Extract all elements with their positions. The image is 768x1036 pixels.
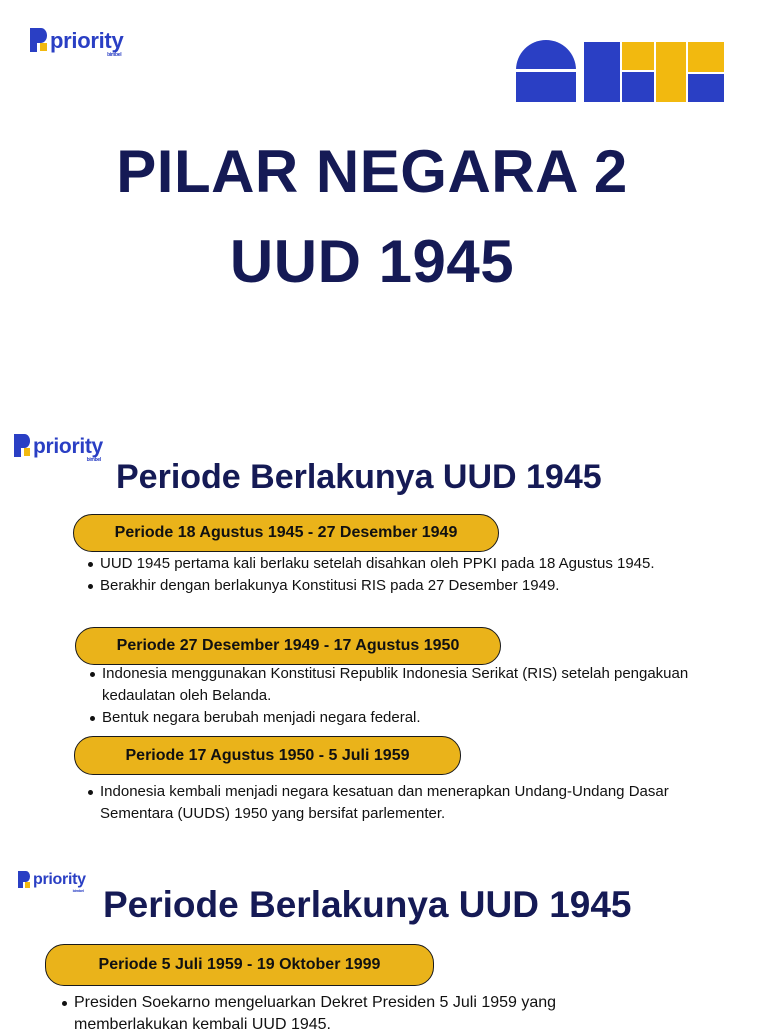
- list-item: Indonesia kembali menjadi negara kesatuan dan menerapkan Undang-Undang Dasar Sementara (UUDS) 1950 yang bersifat parlementer.: [86, 781, 686, 825]
- list-item: Berakhir dengan berlakunya Konstitusi RIS pada 27 Desember 1949.: [86, 575, 678, 597]
- period-pill: Periode 17 Agustus 1950 - 5 Juli 1959: [74, 736, 461, 775]
- hero-title-line1: PILAR NEGARA 2: [116, 138, 628, 205]
- list-item: Bentuk negara berubah menjadi negara federal.: [88, 707, 700, 729]
- brand-name: priority: [50, 28, 124, 53]
- section-title: Periode Berlakunya UUD 1945: [103, 884, 632, 925]
- brand-sub: bimbel: [107, 52, 122, 58]
- brand-sub: bimbel: [86, 457, 101, 463]
- brand-name: priority: [33, 871, 86, 888]
- period-pill: Periode 27 Desember 1949 - 17 Agustus 1950: [75, 627, 501, 665]
- period-points: [86, 781, 686, 825]
- brand-sub: bimbel: [72, 888, 84, 893]
- priority-logo-icon: [18, 871, 31, 888]
- brand-logo: [14, 434, 103, 463]
- brand-name: priority: [33, 435, 103, 458]
- list-item: UUD 1945 pertama kali berlaku setelah disahkan oleh PPKI pada 18 Agustus 1945.: [86, 553, 678, 575]
- period-points: [60, 992, 660, 1036]
- hero-title-line2: UUD 1945: [229, 228, 515, 295]
- period-pill: Periode 18 Agustus 1945 - 27 Desember 1949: [73, 514, 499, 552]
- section-title: Periode Berlakunya UUD 1945: [116, 458, 602, 496]
- arch-shapes-icon: [516, 40, 726, 104]
- list-item: Indonesia menggunakan Konstitusi Republik Indonesia Serikat (RIS) setelah pengakuan kedaulatan oleh Belanda.: [88, 663, 700, 707]
- period-pill: Periode 5 Juli 1959 - 19 Oktober 1999: [45, 944, 434, 986]
- list-item: Presiden Soekarno mengeluarkan Dekret Presiden 5 Juli 1959 yang memberlakukan kembali UUD 1945.: [60, 992, 660, 1036]
- period-points: [86, 553, 678, 597]
- period-points: [88, 663, 700, 729]
- priority-logo-icon: [30, 28, 48, 52]
- priority-logo-icon: [14, 434, 31, 457]
- brand-logo: [18, 871, 86, 893]
- brand-logo: [30, 28, 124, 58]
